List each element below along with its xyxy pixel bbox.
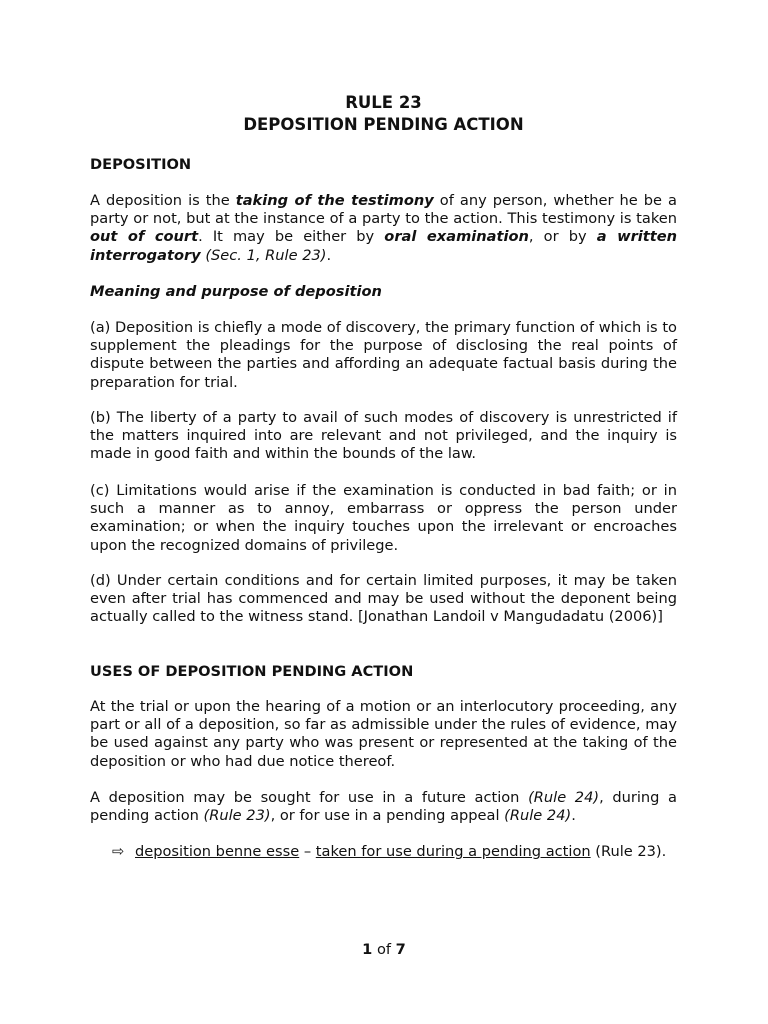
document-page (90, 0, 677, 1024)
definition-text: taken for use during a pending action (315, 843, 591, 860)
section-heading-deposition: DEPOSITION (90, 156, 192, 173)
citation-rule23: (Rule 23) (595, 843, 662, 860)
arrow-bullet-icon: ⇨ (112, 843, 125, 860)
subheading-meaning-purpose: Meaning and purpose of deposition (90, 283, 382, 300)
emphasis-oral-examination: oral examination (384, 228, 529, 246)
emphasis-taking-of-testimony: taking of the testimony (235, 192, 434, 209)
document-title: DEPOSITION PENDING ACTION (243, 115, 524, 134)
paragraph-uses: At the trial or upon the hearing of a motion or an interlocutory proceeding, any part or all of a deposition, so far as admissible under the rules of evidence, may be used against any party who was present or represented at the taking of the deposition or who had due notice thereof. (90, 698, 677, 770)
paragraph-d: (d) Under certain conditions and for certain limited purposes, it may be taken even after trial has commenced and may be used without the deponent being actually called to the witness stand. [Jonathan Landoil v Mangudadatu (2006)] (90, 572, 677, 626)
section-heading-uses: USES OF DEPOSITION PENDING ACTION (90, 663, 414, 680)
paragraph-definition: A deposition is the taking of the testimony of any person, whether he be a party or not, but at the instance of a party to the action. This testimony is taken out of court. It may be either by oral examination, or by a written interrogatory (Sec. 1, Rule 23). (90, 192, 678, 264)
page-number-footer: 1 of 7 (362, 941, 406, 958)
current-page: 1 (362, 941, 373, 958)
rule-number-title: RULE 23 (345, 93, 422, 112)
citation-sec1: (Sec. 1, Rule 23) (205, 246, 327, 264)
paragraph-c: (c) Limitations would arise if the examination is conducted in bad faith; or in such a manner as to annoy, embarrass or oppress the person under examination; or when the inquiry touches upon the irrelevant or encroaches upon the recognized domains of privilege. (90, 482, 677, 554)
paragraph-a: (a) Deposition is chiefly a mode of discovery, the primary function of which is to supplement the pleadings for the purpose of disclosing the real points of dispute between the parties and affording an adequate factual basis during the preparation for trial. (90, 319, 677, 391)
paragraph-future-action: A deposition may be sought for use in a future action (Rule 24), during a pending action (Rule 23), or for use in a pending appeal (Rule 24). (90, 789, 677, 825)
paragraph-b: (b) The liberty of a party to avail of such modes of discovery is unrestricted if the matters inquired into are relevant and not privileged, and the inquiry is made in good faith and within the bounds of the law. (90, 409, 677, 463)
term-deposition-benne-esse: deposition benne esse (135, 843, 300, 860)
emphasis-written-interrogatory: a written interrogatory (90, 228, 678, 264)
total-pages: 7 (395, 941, 406, 958)
emphasis-out-of-court: out of court (90, 228, 199, 246)
bullet-text: deposition benne esse – taken for use during a pending action (Rule 23). (135, 843, 667, 860)
